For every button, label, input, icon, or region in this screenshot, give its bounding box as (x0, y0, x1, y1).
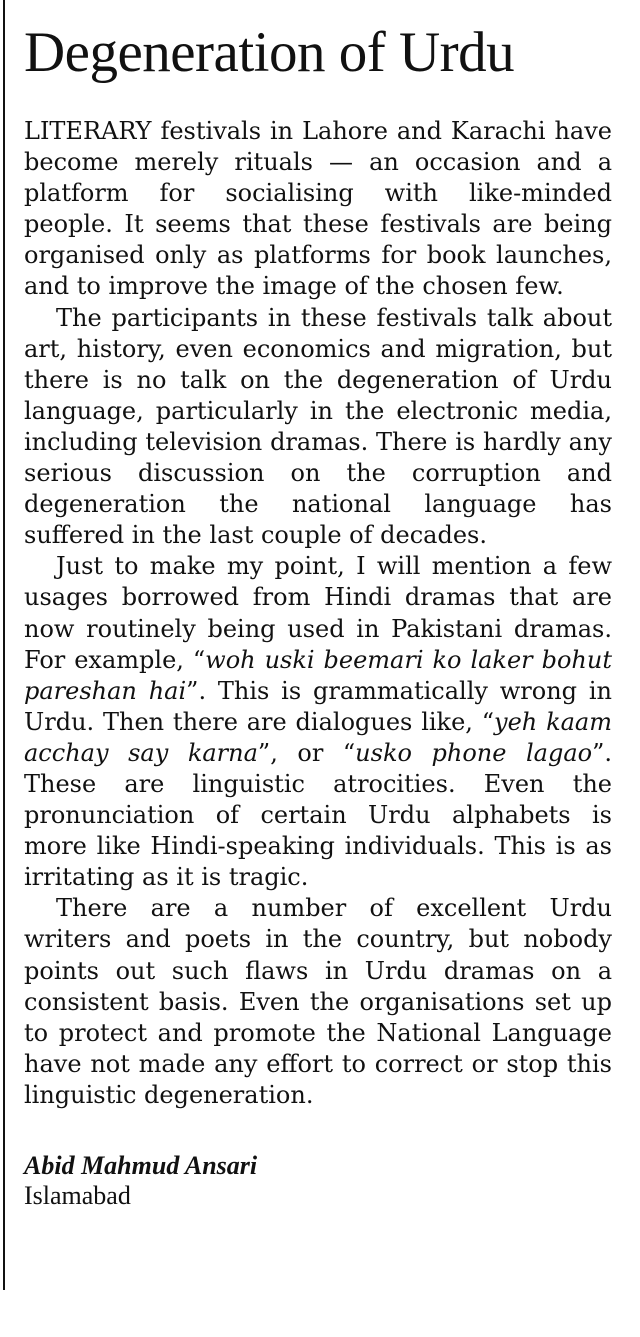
signature-block (24, 1151, 612, 1211)
paragraph-4: There are a number of excellent Urdu writers and poets in the country, but nobody points out such flaws in Urdu dramas on a consistent basis. Even the organisations set up to protect and promote the National Language have not made any effort to correct or stop this linguistic degeneration. (24, 894, 612, 1109)
headline: Degeneration of Urdu (24, 21, 515, 84)
letter-to-editor (24, 20, 612, 1211)
paragraph-2: The participants in these festivals talk about art, history, even economics and migration, but there is no talk on the degeneration of Urdu language, particularly in the electronic media, including television dramas. There is hardly any serious discussion on the corruption and degeneration the national language has suffered in the last couple of decades. (24, 303, 612, 550)
paragraph-1: LITERARY festivals in Lahore and Karachi have become merely rituals — an occasion and a platform for socialising with like-minded people. It seems that these festivals are being organised only as platforms for book launches, and to improve the image of the chosen few. (24, 117, 612, 301)
author-city: Islamabad (24, 1181, 131, 1210)
paragraph-3: Just to make my point, I will mention a few usages borrowed from Hindi dramas that are now routinely being used in Pakistani dramas. For example, “woh uski beemari ko laker bohut pareshan hai”. This is grammatically wrong in Urdu. Then there are dialogues like, “yeh kaam acchay say karna”, or “usko phone lagao”. These are linguistic atrocities. Even the pronunciation of certain Urdu alphabets is more like Hindi-speaking individuals. This is as irritating as it is tragic. (24, 552, 613, 892)
author-name: Abid Mahmud Ansari (24, 1151, 258, 1180)
letter-body (24, 116, 612, 1111)
column-rule (3, 0, 5, 1290)
